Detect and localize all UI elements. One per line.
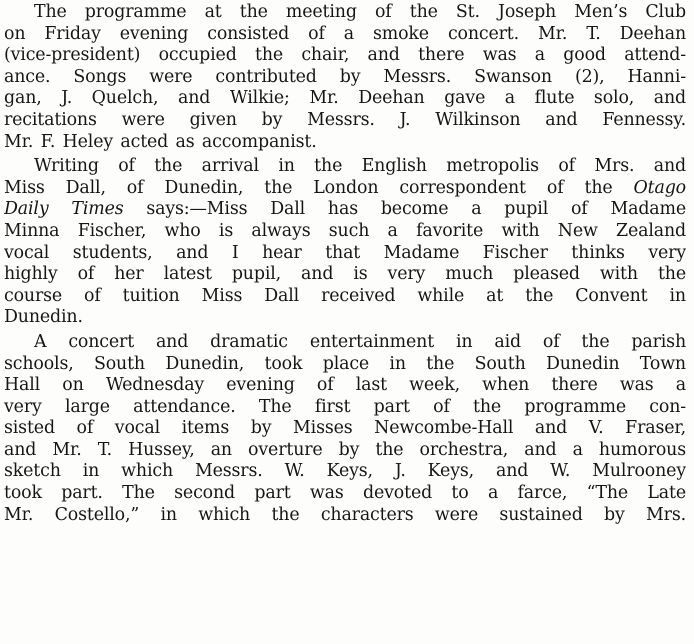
text-line: Dunedin. bbox=[4, 307, 83, 328]
newspaper-name-italic: Otago bbox=[633, 177, 686, 198]
text-line: very large attendance. The first part of the programme con- bbox=[4, 396, 686, 417]
text-line: schools, South Dunedin, took place in the South Dunedin Town bbox=[4, 353, 686, 374]
paragraph-concert-south-dunedin bbox=[4, 332, 686, 526]
text-line: Mr. F. Heley acted as accompanist. bbox=[4, 131, 317, 152]
paragraph-st-joseph-club bbox=[4, 2, 686, 153]
text-segment: Miss Dall, of Dunedin, the London correspondent of the bbox=[4, 177, 613, 198]
text-line: sisted of vocal items by Misses Newcombe-Hall and V. Fraser, bbox=[4, 418, 686, 439]
article-column bbox=[4, 2, 686, 526]
text-line: The programme at the meeting of the St. Joseph Men’s Club bbox=[34, 2, 686, 22]
text-line: took part. The second part was devoted to a farce, “The Late bbox=[4, 483, 686, 504]
text-line: Mr. Costello,” in which the characters were sustained by Mrs. bbox=[4, 504, 686, 525]
text-line: course of tuition Miss Dall received while at the Convent in bbox=[4, 285, 686, 306]
text-line: vocal students, and I hear that Madame Fischer thinks very bbox=[4, 242, 686, 263]
text-line: sketch in which Messrs. W. Keys, J. Keys, and W. Mulrooney bbox=[4, 461, 686, 482]
text-line: Minna Fischer, who is always such a favorite with New Zealand bbox=[4, 220, 686, 241]
text-line: highly of her latest pupil, and is very much pleased with the bbox=[4, 264, 686, 285]
text-line: gan, J. Quelch, and Wilkie; Mr. Deehan gave a flute solo, and bbox=[4, 88, 686, 109]
paragraph-miss-dall bbox=[4, 156, 686, 329]
text-line: Daily Times says:—Miss Dall has become a pupil of Madame bbox=[4, 199, 686, 220]
text-line: A concert and dramatic entertainment in aid of the parish bbox=[34, 331, 686, 352]
text-line: Hall on Wednesday evening of last week, when there was a bbox=[4, 375, 686, 396]
text-line: Writing of the arrival in the English metropolis of Mrs. and bbox=[34, 156, 686, 177]
text-line: on Friday evening consisted of a smoke concert. Mr. T. Deehan bbox=[4, 23, 686, 44]
text-line: recitations were given by Messrs. J. Wilkinson and Fennessy. bbox=[4, 109, 686, 130]
text-line: (vice-president) occupied the chair, and there was a good attend- bbox=[4, 45, 686, 66]
text-line: ance. Songs were contributed by Messrs. Swanson (2), Hanni- bbox=[4, 66, 686, 87]
text-line bbox=[4, 178, 686, 200]
newspaper-name-italic: Daily Times bbox=[4, 199, 124, 220]
text-line: and Mr. T. Hussey, an overture by the orchestra, and a humorous bbox=[4, 439, 686, 460]
